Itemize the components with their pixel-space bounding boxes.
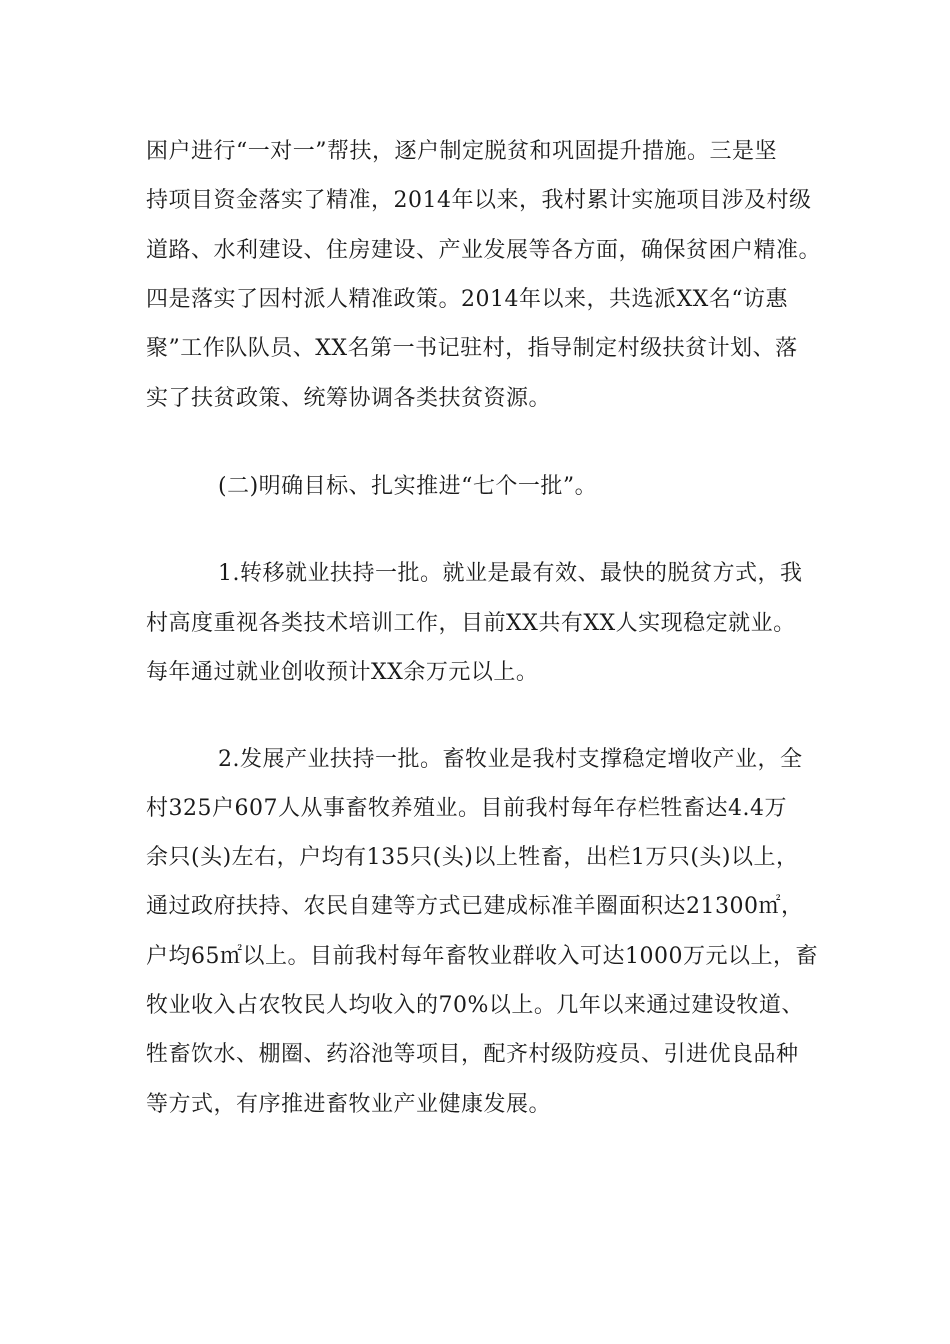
text-line: 困户进行“一对一”帮扶，逐户制定脱贫和巩固提升措施。三是坚 (146, 139, 777, 164)
text-line: 通过政府扶持、农民自建等方式已建成标准羊圈面积达21300㎡， (146, 894, 804, 919)
text-line: 聚”工作队队员、XX名第一书记驻村，指导制定村级扶贫计划、落 (146, 336, 798, 361)
text-line: 牧业收入占农牧民人均收入的70%以上。几年以来通过建设牧道、 (146, 993, 804, 1018)
text-line: 道路、水利建设、住房建设、产业发展等各方面，确保贫困户精准。 (146, 238, 822, 263)
section-heading: (二)明确目标、扎实推进“七个一批”。 (218, 474, 598, 499)
text-line: 1.转移就业扶持一批。就业是最有效、最快的脱贫方式，我 (218, 561, 803, 586)
text-line: 村高度重视各类技术培训工作，目前XX共有XX人实现稳定就业。 (146, 611, 796, 636)
text-line: 持项目资金落实了精准，2014年以来，我村累计实施项目涉及村级 (146, 188, 812, 213)
text-line: 等方式，有序推进畜牧业产业健康发展。 (146, 1092, 552, 1117)
text-line: 户均65㎡以上。目前我村每年畜牧业群收入可达1000万元以上，畜 (146, 944, 818, 969)
text-line: 牲畜饮水、棚圈、药浴池等项目，配齐村级防疫员、引进优良品种 (146, 1042, 799, 1067)
text-line: 实了扶贫政策、统筹协调各类扶贫资源。 (146, 386, 552, 411)
text-line: 2.发展产业扶持一批。畜牧业是我村支撑稳定增收产业，全 (218, 747, 803, 772)
text-line: 村325户607人从事畜牧养殖业。目前我村每年存栏牲畜达4.4万 (146, 796, 787, 821)
text-line: 每年通过就业创收预计XX余万元以上。 (146, 660, 539, 685)
text-line: 余只(头)左右，户均有135只(头)以上牲畜，出栏1万只(头)以上， (146, 845, 799, 870)
text-line: 四是落实了因村派人精准政策。2014年以来，共选派XX名“访惠 (146, 287, 789, 312)
